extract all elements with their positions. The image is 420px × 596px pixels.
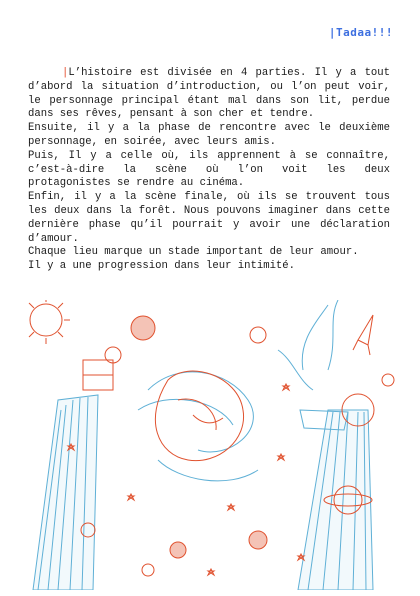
paragraph: Il y a une progression dans leur intimité. [28, 260, 296, 273]
paragraph [28, 67, 390, 122]
page-heading: |Tadaa!!! [328, 26, 393, 39]
text-cursor: | [62, 67, 69, 79]
paragraph: Enfin, il y a la scène finale, où ils se trouvent tous les deux dans la forêt. Nous pouvons imaginer dans cette dernière phase qu’il pourrait y avoir une déclaration d’amour. [28, 191, 390, 245]
paragraph: Puis, Il y a celle où, ils apprennent à se connaître, c’est-à-dire la scène où l’on voit les deux protagonistes se rendre au cinéma. [28, 149, 390, 190]
paragraph-text: L’histoire est divisée en 4 parties. Il y a tout d’abord la situation d’introduction, ou l’on peut voir, le personnage principal étant mal dans son lit, perdue dans ses rêves, pensant à son cher et tendre. [28, 67, 390, 121]
paragraph: Chaque lieu marque un stade important de leur amour. [28, 246, 359, 259]
space-lovers-illustration [28, 300, 398, 590]
paragraph: Ensuite, il y a la phase de rencontre avec le deuxième personnage, en soirée, avec leurs amis. [28, 122, 390, 148]
body-text [28, 67, 390, 274]
